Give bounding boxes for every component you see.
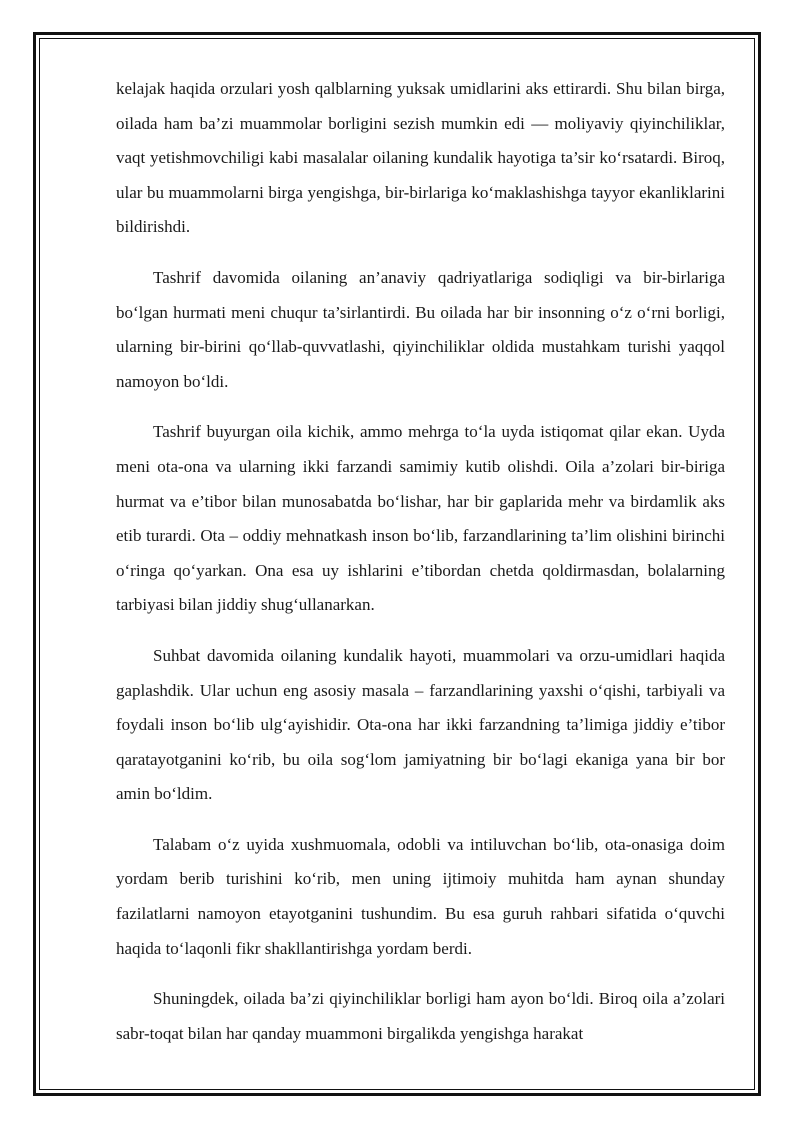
paragraph-6: Shuningdek, oilada ba’zi qiyinchiliklar borligi ham ayon bo‘ldi. Biroq oila a’zolari sabr-toqat bilan har qanday muammoni birgalikda yengishga harakat (116, 989, 725, 1043)
paragraph-3: Tashrif buyurgan oila kichik, ammo mehrga to‘la uyda istiqomat qilar ekan. Uyda meni ota-ona va ularning ikki farzandi samimiy kutib olishdi. Oila a’zolari bir-biriga hurmat va e’tibor bilan munosabatda bo‘lishar, har bir gaplarida mehr va birdamlik aks etib turardi. Ota – oddiy mehnatkash inson bo‘lib, farzandlarining ta’lim olishini birinchi o‘ringa qo‘yarkan. Ona esa uy ishlarini e’tibordan chetda qoldirmasdan, bolalarning tarbiyasi bilan jiddiy shug‘ullanarkan. (116, 422, 725, 615)
paragraph-5: Talabam o‘z uyida xushmuomala, odobli va intiluvchan bo‘lib, ota-onasiga doim yordam berib turishini ko‘rib, men uning ijtimoiy muhitda ham aynan shunday fazilatlarni namoyon etayotganini tushundim. Bu esa guruh rahbari sifatida o‘quvchi haqida to‘laqonli fikr shakllantirishga yordam berdi. (116, 834, 725, 958)
paragraph-2: Tashrif davomida oilaning an’anaviy qadriyatlariga sodiqligi va bir-birlariga bo‘lgan hurmati meni chuqur ta’sirlantirdi. Bu oilada har bir insonning o‘z o‘rni borligi, ularning bir-birini qo‘llab-quvvatlashi, qiyinchiliklar oldida mustahkam turishi yaqqol namoyon bo‘ldi. (116, 267, 725, 391)
document-body (116, 72, 725, 1051)
paragraph-1: kelajak haqida orzulari yosh qalblarning yuksak umidlarini aks ettirardi. Shu bilan birga, oilada ham ba’zi muammolar borligini sezish mumkin edi — moliyaviy qiyinchiliklar, vaqt yetishmovchiligi kabi masalalar oilaning kundalik hayotiga ta’sir ko‘rsatardi. Biroq, ular bu muammolarni birga yengishga, bir-birlariga ko‘maklashishga tayyor ekanliklarini bildirishdi. (116, 79, 725, 237)
paragraph-4: Suhbat davomida oilaning kundalik hayoti, muammolari va orzu-umidlari haqida gaplashdik. Ular uchun eng asosiy masala – farzandlarining yaxshi o‘qishi, tarbiyali va foydali inson bo‘lib ulg‘ayishidir. Ota-ona har ikki farzandning ta’limiga jiddiy e’tibor qaratayotganini ko‘rib, bu oila sog‘lom jamiyatning bir bo‘lagi ekaniga yana bir bor amin bo‘ldim. (116, 645, 725, 804)
